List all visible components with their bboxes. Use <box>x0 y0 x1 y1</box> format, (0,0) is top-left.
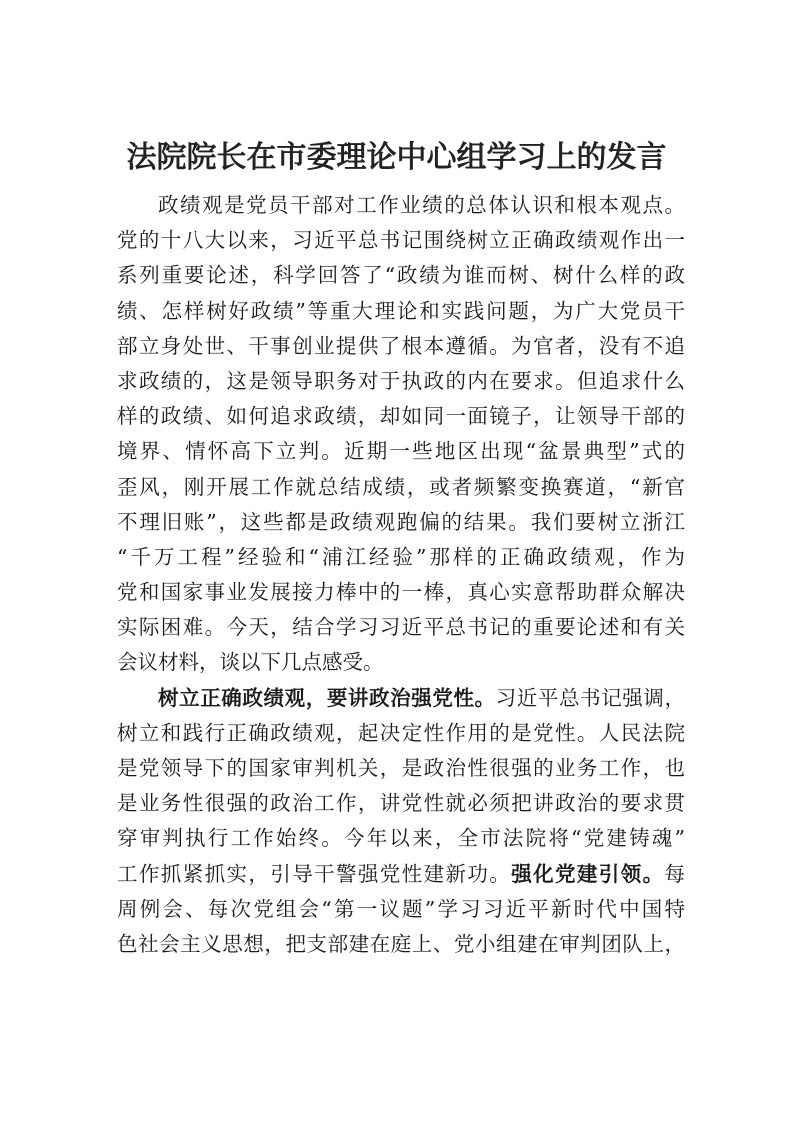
paragraph-line: 部立身处世、干事创业提供了根本遵循。为官者，没有不追 <box>117 333 685 358</box>
section-heading: 树立正确政绩观，要讲政治强党性。 <box>158 685 496 710</box>
paragraph-line: 周例会、每次党组会“第一议题”学习习近平新时代中国特 <box>117 896 685 921</box>
line-text: 每 <box>664 861 685 886</box>
paragraph-line: 色社会主义思想，把支部建在庭上、党小组建在审判团队上， <box>117 931 685 956</box>
paragraph-line <box>117 857 685 892</box>
document-title: 法院院长在市委理论中心组学习上的发言 <box>126 140 667 175</box>
paragraph-line: 树立和践行正确政绩观，起决定性作用的是党性。人民法院 <box>117 720 685 745</box>
paragraph-line: “千万工程”经验和“浦江经验”那样的正确政绩观，作为 <box>117 544 685 569</box>
paragraph-line: 会议材料，谈以下几点感受。 <box>117 650 384 675</box>
paragraph-line: 歪风，刚开展工作就总结成绩，或者频繁变换赛道，“新官 <box>117 474 685 499</box>
paragraph-line: 绩、怎样树好政绩”等重大理论和实践问题，为广大党员干 <box>117 298 685 323</box>
paragraph-intro <box>117 188 685 681</box>
paragraph-line: 系列重要论述，科学回答了“政绩为谁而树、树什么样的政 <box>117 263 685 288</box>
paragraph-line: 党和国家事业发展接力棒中的一棒，真心实意帮助群众解决 <box>117 580 685 605</box>
paragraph-line: 求政绩的，这是领导职务对于执政的内在要求。但追求什么 <box>117 368 685 393</box>
paragraph-line: 境界、情怀高下立判。近期一些地区出现“盆景典型”式的 <box>117 439 685 464</box>
paragraph-political <box>117 681 685 963</box>
paragraph-line <box>117 681 685 716</box>
line-text: 工作抓紧抓实，引导干警强党性建新功。 <box>117 861 512 886</box>
document-body <box>117 188 685 962</box>
paragraph-line: 穿审判执行工作始终。今年以来，全市法院将“党建铸魂” <box>117 826 685 851</box>
paragraph-line: 政绩观是党员干部对工作业绩的总体认识和根本观点。 <box>158 193 685 217</box>
paragraph-line: 样的政绩、如何追求政绩，却如同一面镜子，让领导干部的 <box>117 404 685 429</box>
paragraph-line: 不理旧账”，这些都是政绩观跑偏的结果。我们要树立浙江 <box>117 509 685 534</box>
paragraph-line: 党的十八大以来，习近平总书记围绕树立正确政绩观作出一 <box>117 228 685 253</box>
paragraph-line: 是党领导下的国家审判机关，是政治性很强的业务工作，也 <box>117 756 685 780</box>
subsection-heading: 强化党建引领。 <box>511 861 665 886</box>
paragraph-line: 是业务性很强的政治工作，讲党性就必须把讲政治的要求贯 <box>117 791 685 816</box>
paragraph-line: 实际困难。今天，结合学习习近平总书记的重要论述和有关 <box>117 615 685 640</box>
line-text: 习近平总书记强调， <box>495 685 685 710</box>
